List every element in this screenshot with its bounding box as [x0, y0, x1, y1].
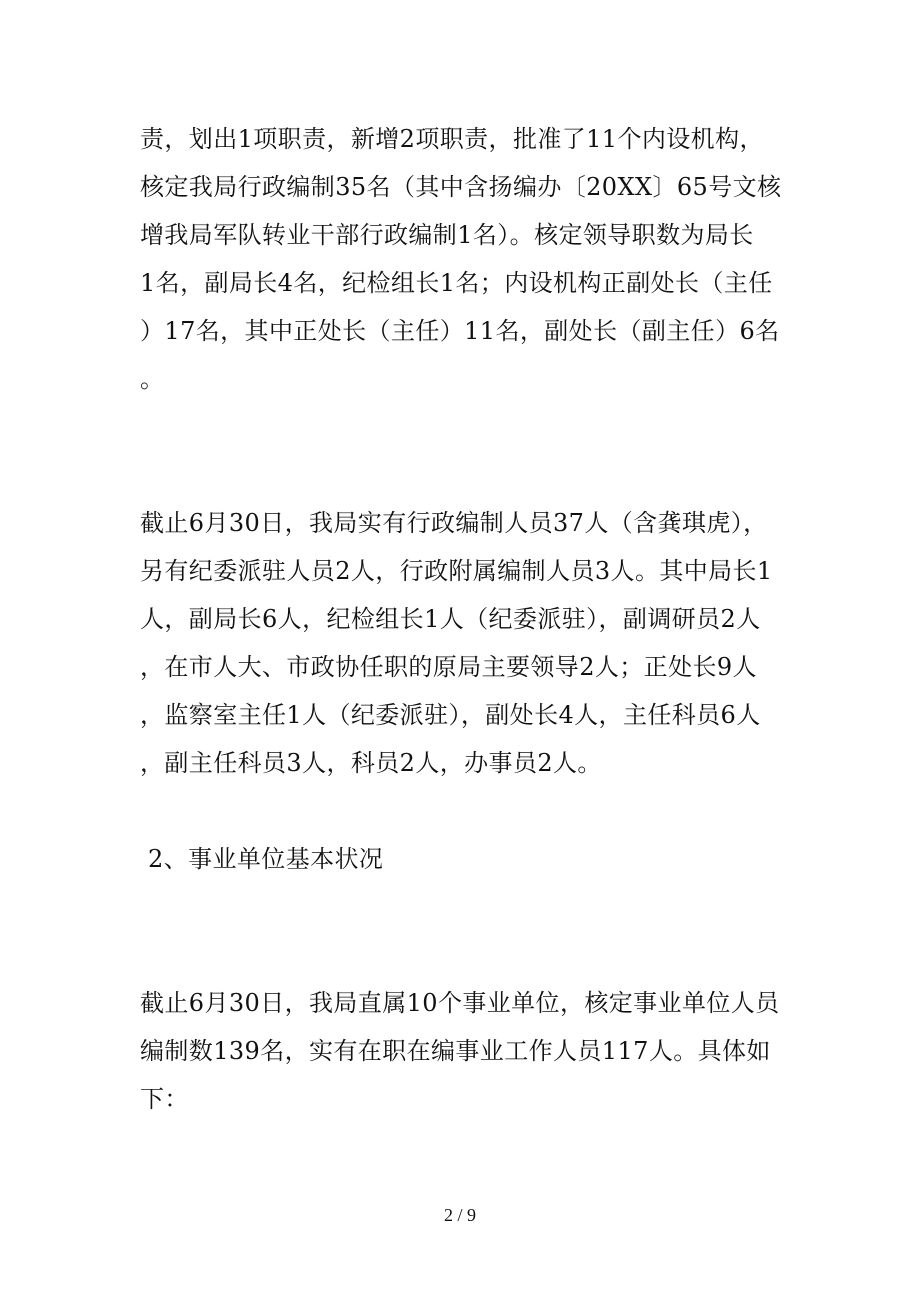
text-line: 另有纪委派驻人员2人，行政附属编制人员3人。其中局长1	[140, 557, 773, 585]
text-line: 编制数139名，实有在职在编事业工作人员117人。具体如	[140, 1037, 771, 1065]
text-line: 。	[140, 365, 165, 393]
text-line: 1名，副局长4名，纪检组长1名；内设机构正副处长（主任	[140, 269, 773, 297]
text-line: ，在市人大、市政协任职的原局主要领导2人；正处长9人	[140, 653, 757, 681]
text-line: 下：	[140, 1085, 189, 1113]
text-line: 截止6月30日，我局直属10个事业单位，核定事业单位人员	[140, 989, 780, 1017]
heading-text: 2、事业单位基本状况	[140, 845, 384, 873]
text-line: 截止6月30日，我局实有行政编制人员37人（含龚琪虎），	[140, 509, 768, 537]
text-line: ）17名，其中正处长（主任）11名，副处长（副主任）6名	[140, 317, 780, 345]
text-line: 核定我局行政编制35名（其中含扬编办〔20XX〕65号文核	[140, 173, 782, 201]
text-line: 责，划出1项职责，新增2项职责，批准了11个内设机构，	[140, 125, 764, 153]
text-line: ，副主任科员3人，科员2人，办事员2人。	[140, 749, 602, 777]
page-number: 2 / 9	[443, 1205, 476, 1225]
text-line: 人，副局长6人，纪检组长1人（纪委派驻），副调研员2人	[140, 605, 761, 633]
text-line: 增我局军队转业干部行政编制1名）。核定领导职数为局长	[140, 221, 754, 249]
text-line: ，监察室主任1人（纪委派驻），副处长4人，主任科员6人	[140, 701, 761, 729]
